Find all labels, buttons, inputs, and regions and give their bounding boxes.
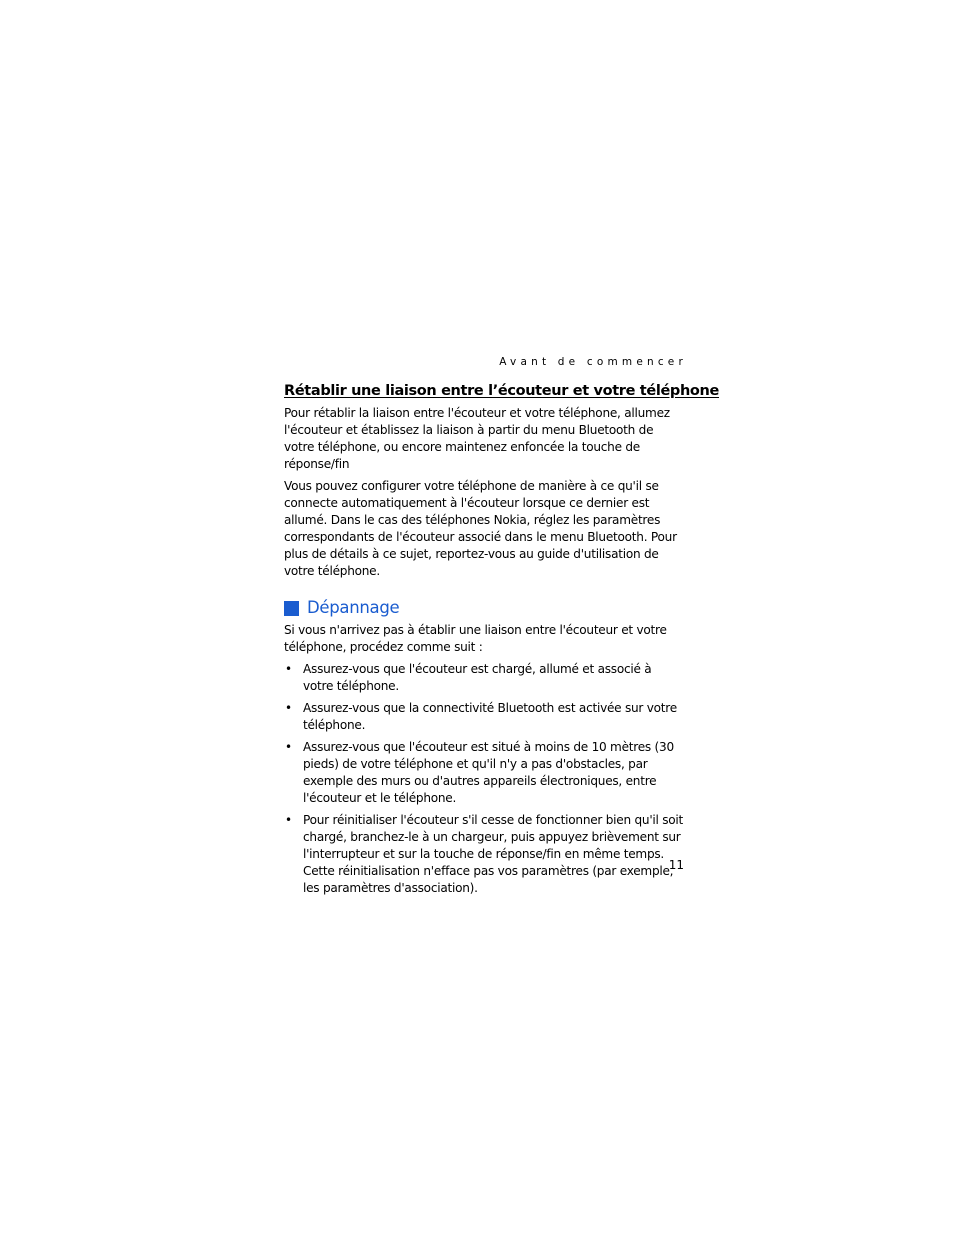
bullet-icon: • <box>285 740 293 754</box>
page-number: 11 <box>668 858 684 872</box>
square-bullet-icon <box>284 601 299 616</box>
list-item-text: Pour réinitialiser l'écouteur s'il cesse de fonctionner bien qu'il soit chargé, branchez-le à un chargeur, puis appuyez brièvement sur l'interrupteur et sur la touche de réponse/fin en même temps. Cette réinitialisation n'efface pas vos paramètres (par exemple, les paramètres d'association). <box>303 813 684 895</box>
list-item <box>284 812 684 897</box>
troubleshooting-heading <box>284 597 684 619</box>
list-item <box>284 700 684 734</box>
section-title-reconnect: Rétablir une liaison entre l’écouteur et votre téléphone <box>284 383 720 399</box>
troubleshooting-intro: Si vous n'arrivez pas à établir une liaison entre l'écouteur et votre téléphone, procédez comme suit : <box>284 623 667 654</box>
troubleshooting-title: Dépannage <box>307 598 400 617</box>
bullet-icon: • <box>285 662 293 676</box>
list-item <box>284 739 684 807</box>
bullet-icon: • <box>285 701 293 715</box>
running-header: Avant de commencer <box>499 356 687 368</box>
reconnect-paragraph-2: Vous pouvez configurer votre téléphone de manière à ce qu'il se connecte automatiquement à l'écouteur lorsque ce dernier est allumé. Dans le cas des téléphones Nokia, réglez les paramètres correspondants de l'écouteur associé dans le menu Bluetooth. Pour plus de détails à ce sujet, reportez-vous au guide d'utilisation de votre téléphone. <box>284 479 677 578</box>
list-item-text: Assurez-vous que l'écouteur est situé à moins de 10 mètres (30 pieds) de votre téléphone et qu'il n'y a pas d'obstacles, par exemple des murs ou d'autres appareils électroniques, entre l'écouteur et le téléphone. <box>303 740 674 805</box>
document-page <box>284 354 720 902</box>
list-item <box>284 661 684 695</box>
reconnect-paragraph-1: Pour rétablir la liaison entre l'écouteur et votre téléphone, allumez l'écouteur et établissez la liaison à partir du menu Bluetooth de votre téléphone, ou encore maintenez enfoncée la touche de réponse/fin <box>284 406 670 471</box>
list-item-text: Assurez-vous que l'écouteur est chargé, allumé et associé à votre téléphone. <box>303 662 652 693</box>
bullet-icon: • <box>285 813 293 827</box>
list-item-text: Assurez-vous que la connectivité Bluetooth est activée sur votre téléphone. <box>303 701 677 732</box>
